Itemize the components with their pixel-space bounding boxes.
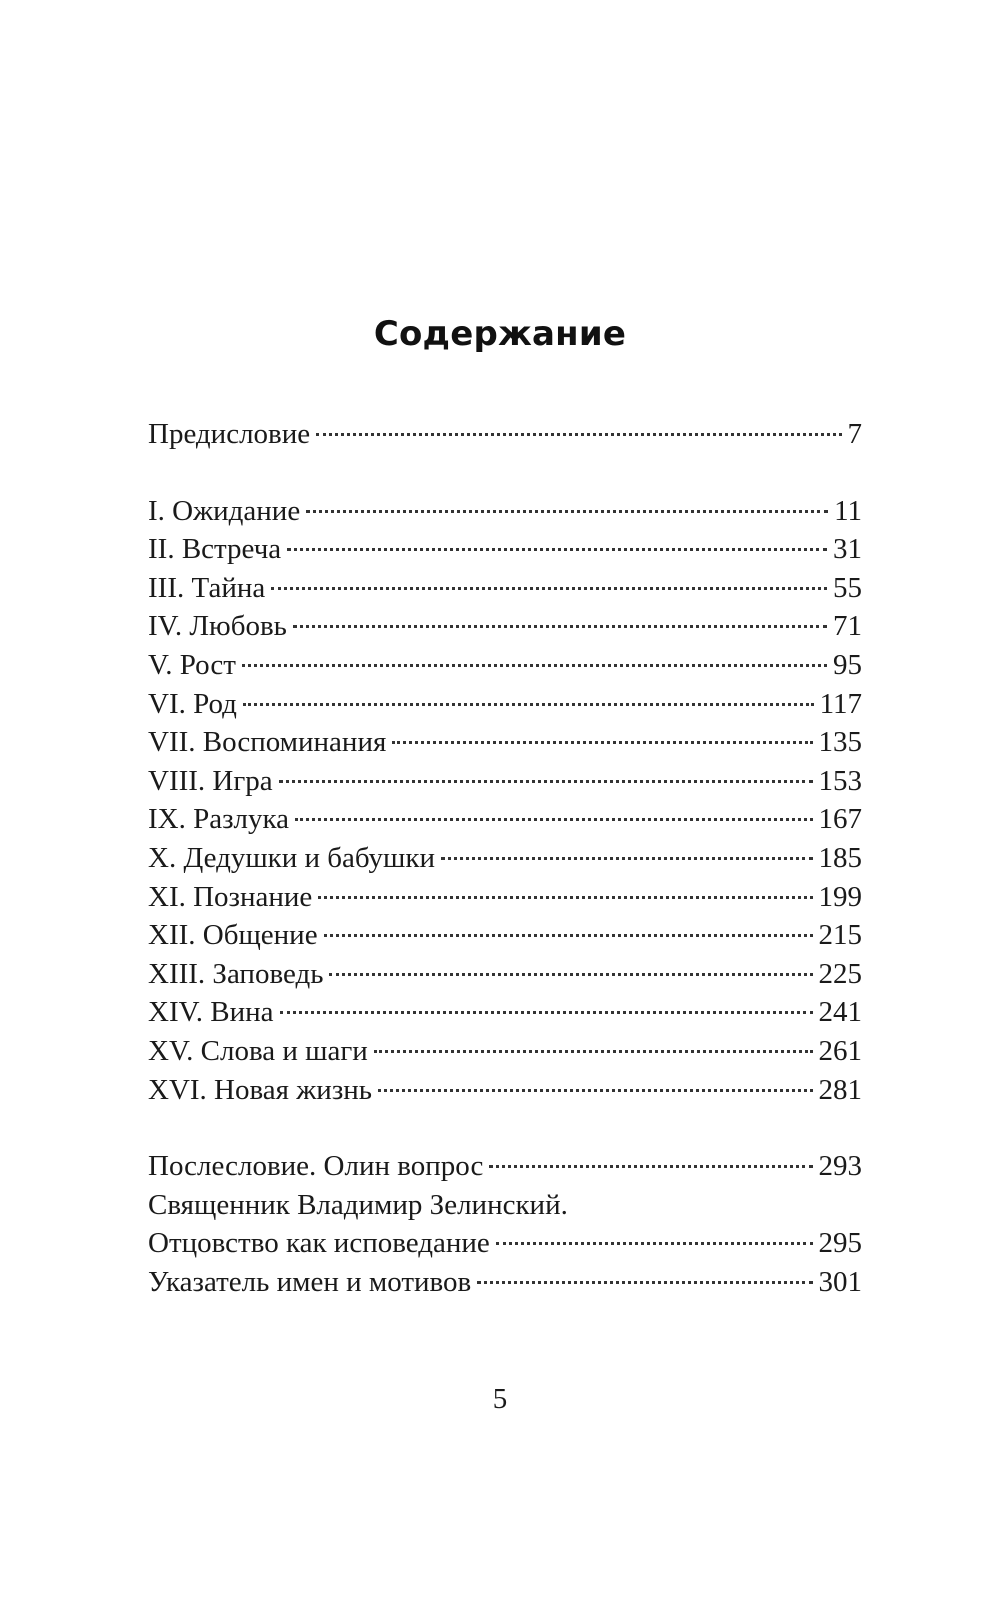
dot-leader [316,433,841,436]
toc-entry-label: Указатель имен и мотивов [148,1265,472,1298]
toc-entry-page: 71 [833,610,862,643]
dot-leader [271,587,827,590]
toc-entry-page: 95 [833,648,862,681]
dot-leader [306,510,828,513]
toc-entry-page: 55 [833,571,862,604]
toc-entry-page: 31 [833,533,862,566]
toc-entry-page: 117 [819,687,862,720]
toc-entry-chapter[interactable] [148,607,862,646]
toc-entry-chapter[interactable] [148,955,862,994]
toc-entry-page: 185 [818,841,862,874]
toc-entry-label: X. Дедушки и бабушки [148,841,435,874]
toc-entry-afterword[interactable] [148,1147,862,1186]
dot-leader [279,780,813,783]
toc-entry-chapter[interactable] [148,1032,862,1071]
toc-entry-page: 167 [818,803,862,836]
toc-entry-label: II. Встреча [148,533,282,566]
dot-leader [287,548,827,551]
toc-entry-essay-author[interactable] [148,1186,862,1225]
toc-entry-index[interactable] [148,1263,862,1302]
toc-entry-label: IV. Любовь [148,610,287,643]
dot-leader [489,1165,812,1168]
dot-leader [374,1050,813,1053]
table-of-contents [148,415,862,1301]
toc-entry-page: 153 [818,764,862,797]
toc-entry-label: XIV. Вина [148,996,274,1029]
toc-entry-chapter[interactable] [148,878,862,917]
toc-entry-page: 135 [818,726,862,759]
dot-leader [243,703,814,706]
toc-entry-chapter[interactable] [148,646,862,685]
toc-entry-preface[interactable] [148,415,862,454]
toc-entry-chapter[interactable] [148,723,862,762]
toc-entry-label: VII. Воспоминания [148,726,387,759]
toc-entry-label: XVI. Новая жизнь [148,1073,373,1106]
toc-entry-label: XII. Общение [148,919,318,952]
toc-entry-chapter[interactable] [148,916,862,955]
toc-entry-chapter[interactable] [148,839,862,878]
toc-entry-page: 301 [818,1265,862,1298]
toc-entry-label: Послесловие. Олин вопрос [148,1150,484,1183]
dot-leader [280,1011,813,1014]
dot-leader [496,1242,813,1245]
toc-entry-chapter[interactable] [148,993,862,1032]
toc-entry-label: V. Рост [148,648,236,681]
preface-group [148,415,862,454]
toc-entry-page: 7 [847,418,862,450]
toc-entry-label: XV. Слова и шаги [148,1034,368,1067]
toc-entry-label: XI. Познание [148,880,313,913]
toc-entry-page: 281 [818,1073,862,1106]
toc-entry-page: 261 [818,1034,862,1067]
toc-entry-essay[interactable] [148,1224,862,1263]
toc-entry-page: 215 [818,919,862,952]
toc-entry-label: III. Тайна [148,571,266,604]
toc-entry-page: 225 [818,957,862,990]
toc-entry-chapter[interactable] [148,762,862,801]
toc-entry-chapter[interactable] [148,800,862,839]
dot-leader [242,664,827,667]
toc-entry-label: XIII. Заповедь [148,957,324,990]
dot-leader [392,741,812,744]
dot-leader [329,973,812,976]
toc-entry-chapter[interactable] [148,569,862,608]
dot-leader [477,1281,812,1284]
dot-leader [293,625,827,628]
toc-entry-label: Священник Владимир Зелинский. [148,1188,568,1221]
dot-leader [295,818,812,821]
toc-entry-label: VIII. Игра [148,764,273,797]
toc-entry-label: I. Ожидание [148,494,301,527]
chapters-group [148,492,862,1110]
page-title: Содержание [373,314,627,354]
toc-entry-label: VI. Род [148,687,237,720]
page-number: 5 [492,1383,508,1415]
toc-entry-chapter[interactable] [148,1071,862,1110]
dot-leader [441,857,813,860]
dot-leader [324,934,813,937]
dot-leader [318,896,812,899]
toc-entry-chapter[interactable] [148,685,862,724]
toc-entry-page: 293 [818,1150,862,1183]
afterword-group [148,1147,862,1301]
toc-entry-page: 11 [834,494,862,527]
toc-entry-label: Предисловие [148,418,311,450]
toc-entry-label: IX. Разлука [148,803,290,836]
toc-entry-page: 199 [818,880,862,913]
dot-leader [378,1089,812,1092]
toc-entry-label: Отцовство как исповедание [148,1227,490,1260]
toc-entry-page: 295 [818,1227,862,1260]
toc-entry-chapter[interactable] [148,530,862,569]
toc-entry-page: 241 [818,996,862,1029]
toc-entry-chapter[interactable] [148,492,862,531]
